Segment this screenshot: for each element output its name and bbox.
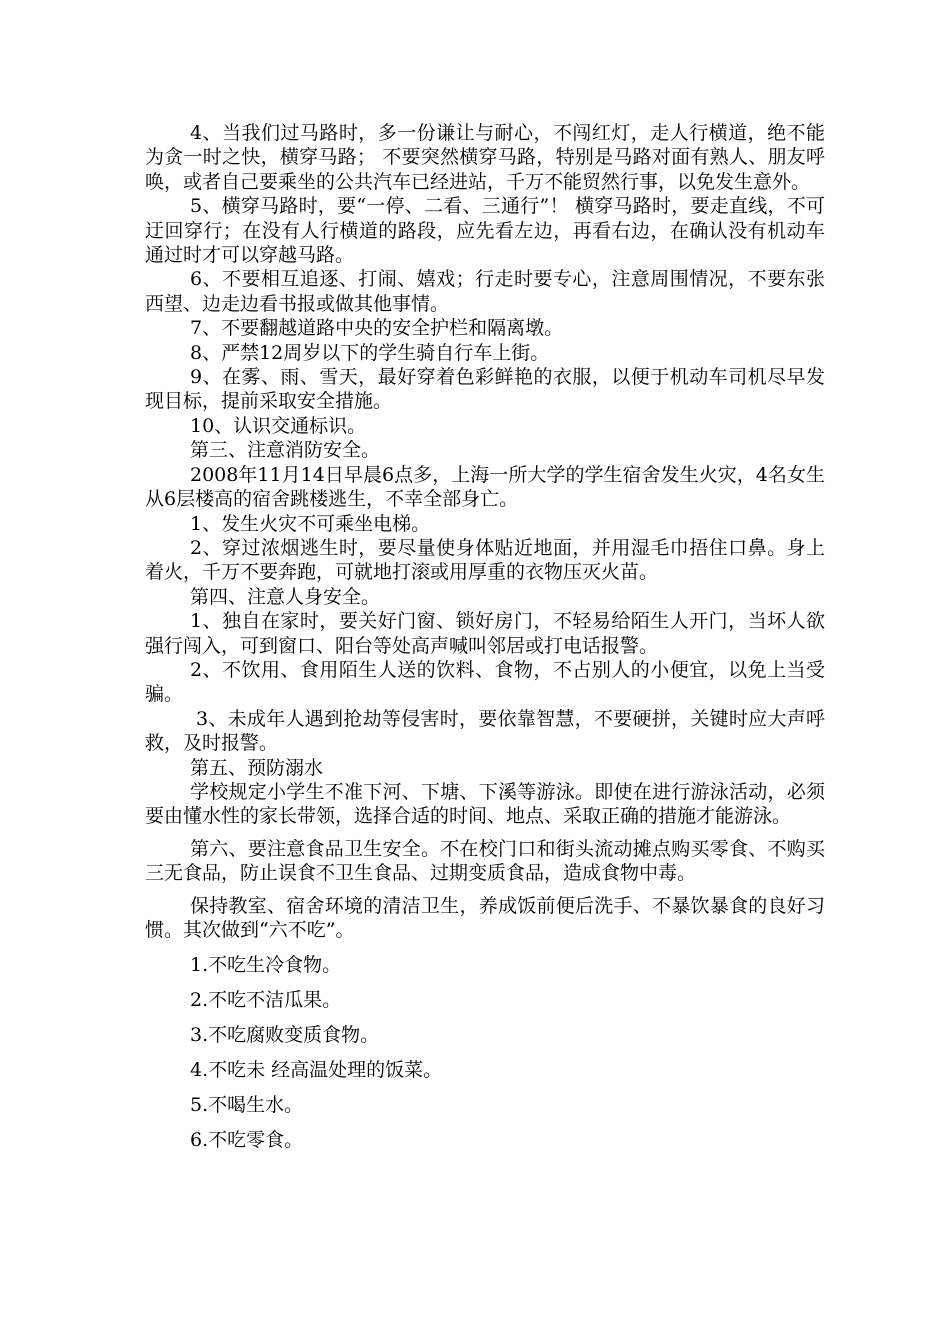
list-item: 3.不吃腐败变质食物。 xyxy=(190,1024,380,1047)
paragraph-fire-case: 2008年11月14日早晨6点多，上海一所大学的学生宿舍发生火灾，4名女生从6层楼高的宿舍跳楼逃生，不幸全部身亡。 xyxy=(145,463,825,511)
six-dont-eat-list xyxy=(145,953,825,1152)
list-item: 4.不吃未 经高温处理的饭菜。 xyxy=(190,1059,443,1082)
paragraph-traffic-6: 6、不要相互追逐、打闹、嬉戏；行走时要专心，注意周围情况，不要东张西望、边走边看书报或做其他事情。 xyxy=(145,268,825,315)
paragraph-personal-3: 3、未成年人遇到抢劫等侵害时，要依靠智慧，不要硬拼，关键时应大声呼救，及时报警。 xyxy=(145,707,825,755)
section-heading-drowning: 第五、预防溺水 xyxy=(190,756,324,779)
paragraph-hygiene: 保持教室、宿舍环境的清洁卫生，养成饭前便后洗手、不暴饮暴食的良好习惯。其次做到“六不吃”。 xyxy=(145,894,825,941)
paragraph-personal-2: 2、不饮用、食用陌生人送的饮料、食物，不占别人的小便宜，以免上当受骗。 xyxy=(145,658,825,706)
paragraph-traffic-7: 7、不要翻越道路中央的安全护栏和隔离墩。 xyxy=(190,317,564,340)
section-heading-fire: 第三、注意消防安全。 xyxy=(190,439,381,462)
paragraph-personal-1: 1、独自在家时，要关好门窗、锁好房门，不轻易给陌生人开门，当坏人欲强行闯入，可到窗口、阳台等处高声喊叫邻居或打电话报警。 xyxy=(145,610,825,657)
paragraph-traffic-8: 8、严禁12周岁以下的学生骑自行车上街。 xyxy=(190,341,550,364)
section-heading-personal: 第四、注意人身安全。 xyxy=(190,585,381,608)
paragraph-fire-1: 1、发生火灾不可乘坐电梯。 xyxy=(190,512,431,535)
paragraph-food-safety: 第六、要注意食品卫生安全。不在校门口和街头流动摊点购买零食、不购买三无食品，防止误食不卫生食品、过期变质食品，造成食物中毒。 xyxy=(145,837,825,885)
document-body xyxy=(145,121,825,1152)
list-item: 6.不吃零食。 xyxy=(190,1129,304,1152)
paragraph-traffic-5: 5、横穿马路时，要“一停、二看、三通行”！ 横穿马路时，要走直线，不可迂回穿行；在没有人行横道的路段，应先看左边，再看右边，在确认没有机动车通过时才可以穿越马路。 xyxy=(145,195,825,267)
paragraph-fire-2: 2、穿过浓烟逃生时，要尽量使身体贴近地面，并用湿毛巾捂住口鼻。身上着火，千万不要奔跑，可就地打滚或用厚重的衣物压灭火苗。 xyxy=(145,536,825,584)
paragraph-traffic-9: 9、在雾、雨、雪天，最好穿着色彩鲜艳的衣服，以便于机动车司机尽早发现目标，提前采取安全措施。 xyxy=(145,366,825,413)
list-item: 1.不吃生冷食物。 xyxy=(190,954,342,977)
paragraph-traffic-10: 10、认识交通标识。 xyxy=(190,414,367,437)
list-item: 5.不喝生水。 xyxy=(190,1094,304,1117)
list-item: 2.不吃不洁瓜果。 xyxy=(190,989,342,1012)
paragraph-drowning: 学校规定小学生不准下河、下塘、下溪等游泳。即使在进行游泳活动，必须要由懂水性的家长带领，选择合适的时间、地点、采取正确的措施才能游泳。 xyxy=(145,780,825,828)
paragraph-traffic-4: 4、当我们过马路时，多一份谦让与耐心，不闯红灯，走人行横道，绝不能为贪一时之快，横穿马路； 不要突然横穿马路，特别是马路对面有熟人、朋友呼唤，或者自己要乘坐的公共汽车已经进站，千万不能贸然行事，以免发生意外。 xyxy=(145,122,825,193)
